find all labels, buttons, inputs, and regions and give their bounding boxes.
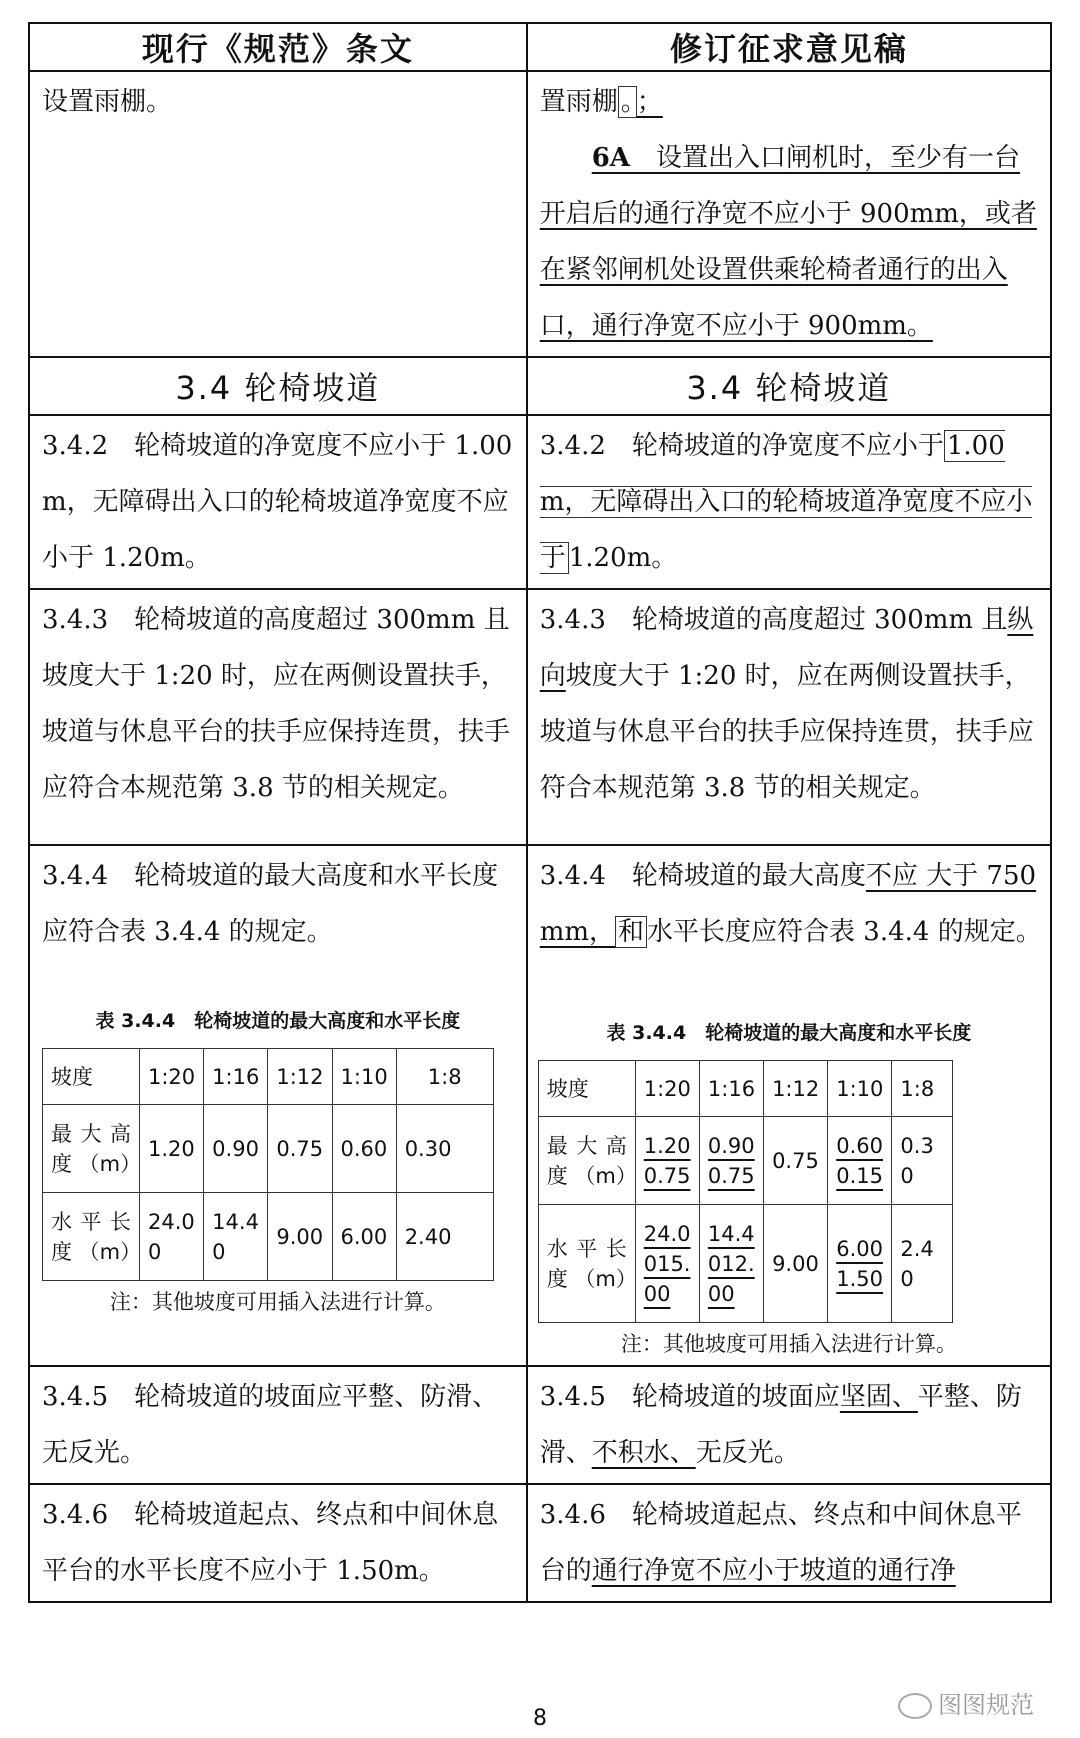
r344-a: 3.4.4 轮椅坡道的最大高度 [539,861,866,891]
row-343-right [528,590,1050,818]
cell: 0.30 [396,1105,493,1193]
right-prefix: 置雨棚 [539,87,618,117]
row-342 [29,415,1051,589]
right-suffix: ； [636,87,663,117]
row-345 [29,1366,1051,1484]
cell: 0.30 [892,1117,953,1205]
row-343-left: 3.4.3 轮椅坡道的高度超过 300mm 且坡度大于 1:20 时，应在两侧设置扶手，坡道与休息平台的扶手应保持连贯，扶手应符合本规范第 3.8 节的相关规定。 [42,605,511,803]
left-height-row [43,1105,494,1193]
label-length: 水 平 长 度 （m） [538,1205,635,1323]
r343-a: 3.4.3 轮椅坡道的高度超过 300mm 且 [539,605,1008,635]
left-table-title: 表 3.4.4 轮椅坡道的最大高度和水平长度 [95,1010,461,1032]
cell: 0.75 [764,1117,828,1205]
right-table-title: 表 3.4.4 轮椅坡道的最大高度和水平长度 [606,1022,972,1044]
section-row [29,357,1051,415]
r346-underlined: 通行净宽不应小于坡道的通行净 [591,1556,956,1586]
r345-a: 3.4.5 轮椅坡道的坡面应 [539,1382,840,1412]
right-slope-row [538,1061,953,1117]
section-left: 3.4 轮椅坡道 [29,357,527,415]
row-346-right [528,1485,1050,1601]
page-number: 8 [533,1706,547,1731]
header-right: 修订征求意见稿 [527,23,1051,71]
left-table-note: 注：其他坡度可用插入法进行计算。 [109,1290,446,1314]
left-slope-row [43,1049,494,1105]
label-slope: 坡度 [43,1049,140,1105]
r344-boxed: 和 [615,916,647,948]
row-top-left: 设置雨棚。 [42,87,173,117]
cell: 1:8 [892,1061,953,1117]
cell: 1:8 [396,1049,493,1105]
comparison-table [28,22,1052,1603]
cell: 2.40 [396,1193,493,1281]
right-table-note: 注：其他坡度可用插入法进行计算。 [620,1332,957,1356]
row-342-left: 3.4.2 轮椅坡道的净宽度不应小于 1.00m，无障碍出入口的轮椅坡道净宽度不应小于 1.20m。 [42,431,513,573]
cell: 1.20 [140,1105,204,1193]
row-344-right [528,846,1050,1020]
cell: 6.00 [332,1193,396,1281]
row-346 [29,1484,1051,1602]
row-top [29,71,1051,357]
r342-a: 3.4.2 轮椅坡道的净宽度不应小于 [539,431,944,461]
section-right: 3.4 轮椅坡道 [527,357,1051,415]
cell: 0.90 [204,1105,268,1193]
cell: 14.4012.00 [699,1205,763,1323]
clause-6a [540,143,1037,341]
cell: 9.00 [764,1205,828,1323]
r343-b: 坡度大于 1:20 时，应在两侧设置扶手，坡道与休息平台的扶手应保持连贯，扶手应符合本规范第 3.8 节的相关规定。 [539,661,1034,803]
row-344 [29,845,1051,1366]
cell: 2.40 [892,1205,953,1323]
cell: 6.001.50 [828,1205,892,1323]
row-top-right [528,72,1050,356]
row-343 [29,589,1051,845]
watermark-text: 图图规范 [938,1691,1034,1719]
right-height-row [538,1117,953,1205]
r343-underlined: 纵向 [539,605,1034,691]
r342-b: 1.20m。 [568,543,678,573]
cell: 0.900.75 [699,1117,763,1205]
r345-c: 无反光。 [695,1438,800,1468]
right-slope-table [538,1060,954,1323]
cell: 1:12 [764,1061,828,1117]
cell: 0.60 [332,1105,396,1193]
r344-underlined: 不应 大于 750mm， [539,861,1037,947]
label-height: 最 大 高 度 （m） [538,1117,635,1205]
cell: 1.200.75 [635,1117,699,1205]
r342-boxed: 1.00m，无障碍出入口的轮椅坡道净宽度不应小于 [539,431,1033,573]
cell: 1:20 [635,1061,699,1117]
boxed-mark: 。 [618,86,637,118]
row-342-right [528,416,1050,588]
cell: 24.0015.00 [635,1205,699,1323]
clause-6a-text: 设置出入口闸机时，至少有一台开启后的通行净宽不应小于 900mm，或者在紧邻闸机处设置供乘轮椅者通行的出入口，通行净宽不应小于 900mm。 [539,143,1037,341]
left-length-row [43,1193,494,1281]
cell: 0.600.15 [828,1117,892,1205]
label-slope: 坡度 [538,1061,635,1117]
cell: 0.75 [268,1105,332,1193]
row-344-left: 3.4.4 轮椅坡道的最大高度和水平长度应符合表 3.4.4 的规定。 [42,861,499,947]
label-length: 水 平 长 度 （m） [43,1193,140,1281]
header-row [29,23,1051,71]
document-page [28,22,1052,1603]
cell: 1:16 [699,1061,763,1117]
right-length-row [538,1205,953,1323]
r344-b: 水平长度应符合表 3.4.4 的规定。 [647,917,1042,947]
cell: 1:10 [332,1049,396,1105]
clause-6a-num: 6A [591,143,630,173]
cell: 24.00 [140,1193,204,1281]
r345-underlined-2: 不积水、 [591,1438,696,1468]
row-345-left: 3.4.5 轮椅坡道的坡面应平整、防滑、无反光。 [42,1382,499,1468]
header-left: 现行《规范》条文 [29,23,527,71]
left-slope-table [42,1048,494,1281]
row-346-left: 3.4.6 轮椅坡道起点、终点和中间休息平台的水平长度不应小于 1.50m。 [42,1500,499,1586]
cell: 9.00 [268,1193,332,1281]
cell: 1:12 [268,1049,332,1105]
r345-b: 平整、防滑、 [539,1382,1022,1468]
cell: 1:16 [204,1049,268,1105]
cell: 1:10 [828,1061,892,1117]
row-345-right [528,1367,1050,1483]
cell: 1:20 [140,1049,204,1105]
label-height: 最 大 高 度 （m） [43,1105,140,1193]
r346-a: 3.4.6 轮椅坡道起点、终点和中间休息平台的 [539,1500,1022,1586]
r345-underlined-1: 坚固、 [839,1382,918,1412]
cell: 14.40 [204,1193,268,1281]
